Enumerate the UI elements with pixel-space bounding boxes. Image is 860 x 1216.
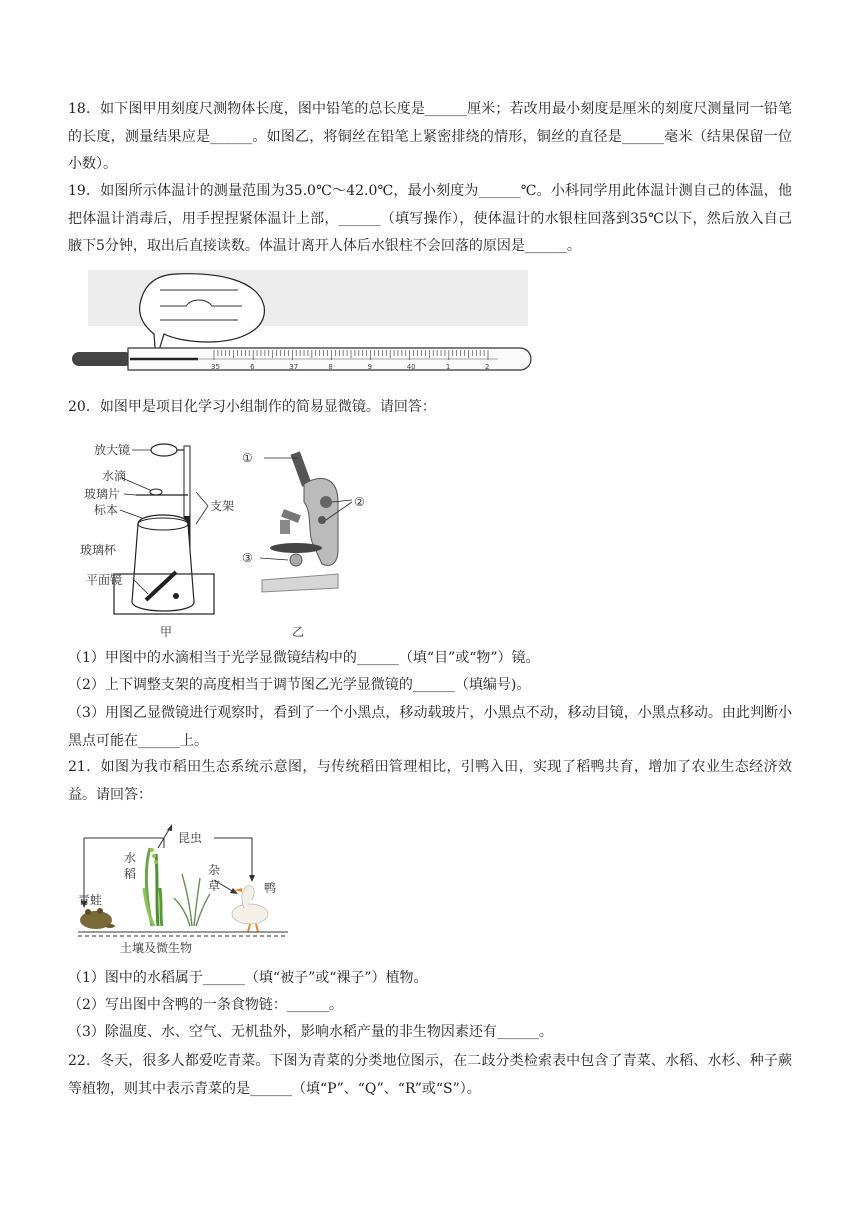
question-20-part-2: （2）上下调整支架的高度相当于调节图乙光学显微镜的______（填编号)。 [68,677,531,693]
caption-yi: 乙 [292,625,305,639]
simple-microscope [80,442,234,639]
label-magnifier: 放大镜 [94,443,131,457]
question-22: 22．冬天，很多人都爱吃青菜。下图为青菜的分类地位图示，在二歧分类检索表中包含了青菜、水稻、水杉、种子蕨等植物，则其中表示青菜的是______（填“P”、“Q”、“R”或“S”）。 [68,1053,792,1097]
question-20-part-3: （3）用图乙显微镜进行观察时，看到了一个小黑点，移动载玻片，小黑点不动，移动目镜，小黑点移动。由此判断小黑点可能在______上。 [68,705,792,749]
food-web-arrows [81,824,255,908]
label-frog: 青蛙 [78,893,103,907]
soil-line [78,932,288,936]
objective-lenses [280,520,290,534]
optical-microscope [242,451,365,639]
marker-3: ③ [242,551,253,565]
thermometer-figure [68,268,532,378]
scale-tick-label: 35 [211,363,220,371]
marker-2: ② [354,495,365,509]
label-soil: 土壤及微生物 [120,941,193,955]
scale-tick-label: 40 [406,363,416,371]
scale-tick-label: 37 [289,363,299,371]
question-19: 19．如图所示体温计的测量范围为35.0℃～42.0℃，最小刻度为______℃。小科同学用此体温计测自己的体温，他把体温计消毒后，用手捏捏紧体温计上部，______（填写操作），使体温计的水银柱回落到35℃以下，然后放入自己腋下5分钟，取出后直接读数。体温计离开人体后水银柱不会回落的原因是______。 [68,183,792,254]
microscope-base [262,574,338,592]
rice-paddy-ecosystem-figure [74,808,300,956]
caption-jia: 甲 [160,625,173,639]
label-duck: 鸭 [264,881,277,895]
rice-plant [144,848,162,926]
label-glass-cup: 玻璃杯 [80,543,117,557]
magnifier-bubble [140,274,265,360]
question-21-part-2: （2）写出图中含鸭的一条食物链：______。 [68,997,343,1013]
marker-1: ① [242,451,253,465]
frog-icon [80,908,115,929]
scale-tick-label: 6 [250,363,255,371]
label-glass-slide: 玻璃片 [84,487,121,501]
label-insect: 昆虫 [178,831,203,845]
question-21-part-1: （1）图中的水稻属于______（填“被子”或“裸子”）植物。 [68,970,428,986]
scale-tick-label: 8 [328,363,333,371]
label-weed-2: 草 [208,879,221,893]
question-20: 20．如图甲是项目化学习小组制作的简易显微镜。请回答： [68,399,436,415]
label-rice-2: 稻 [124,867,137,881]
glass-cup [132,515,194,611]
water-drop [150,489,162,495]
question-21-part-3: （3）除温度、水、空气、无机盐外，影响水稻产量的非生物因素还有______。 [68,1024,553,1040]
microscope-figures [76,432,376,644]
label-weed-1: 杂 [208,863,221,877]
scale-tick-label: 1 [445,363,451,371]
question-21: 21．如图为我市稻田生态系统示意图，与传统稻田管理相比，引鸭入田，实现了稻鸭共育，增加了农业生态经济效益。请回答： [68,759,792,803]
scale-tick-label: 2 [485,363,490,371]
magnifier-lens [151,444,177,456]
thermometer [72,348,531,371]
question-20-part-1: （1）甲图中的水滴相当于光学显微镜结构中的______（填“目”或“物”）镜。 [68,650,540,666]
stage [270,543,322,553]
question-18: 18．如下图甲用刻度尺测物体长度，图中铅笔的总长度是______厘米；若改用最小刻度是厘米的刻度尺测量同一铅笔的长度，测量结果应是______。如图乙，将铜丝在铅笔上紧密排绕的情形，铜丝的直径是______毫米（结果保留一位小数）。 [68,101,792,172]
reflector-mirror [290,554,302,566]
label-water-drop: 水滴 [102,469,127,483]
weed-plant [174,874,210,926]
duck-icon [232,886,268,932]
label-rice-1: 水 [124,851,137,865]
label-stand: 支架 [210,499,235,513]
scale-tick-label: 9 [367,363,373,371]
label-specimen: 标本 [94,503,119,517]
label-plane-mirror: 平面镜 [86,573,123,587]
